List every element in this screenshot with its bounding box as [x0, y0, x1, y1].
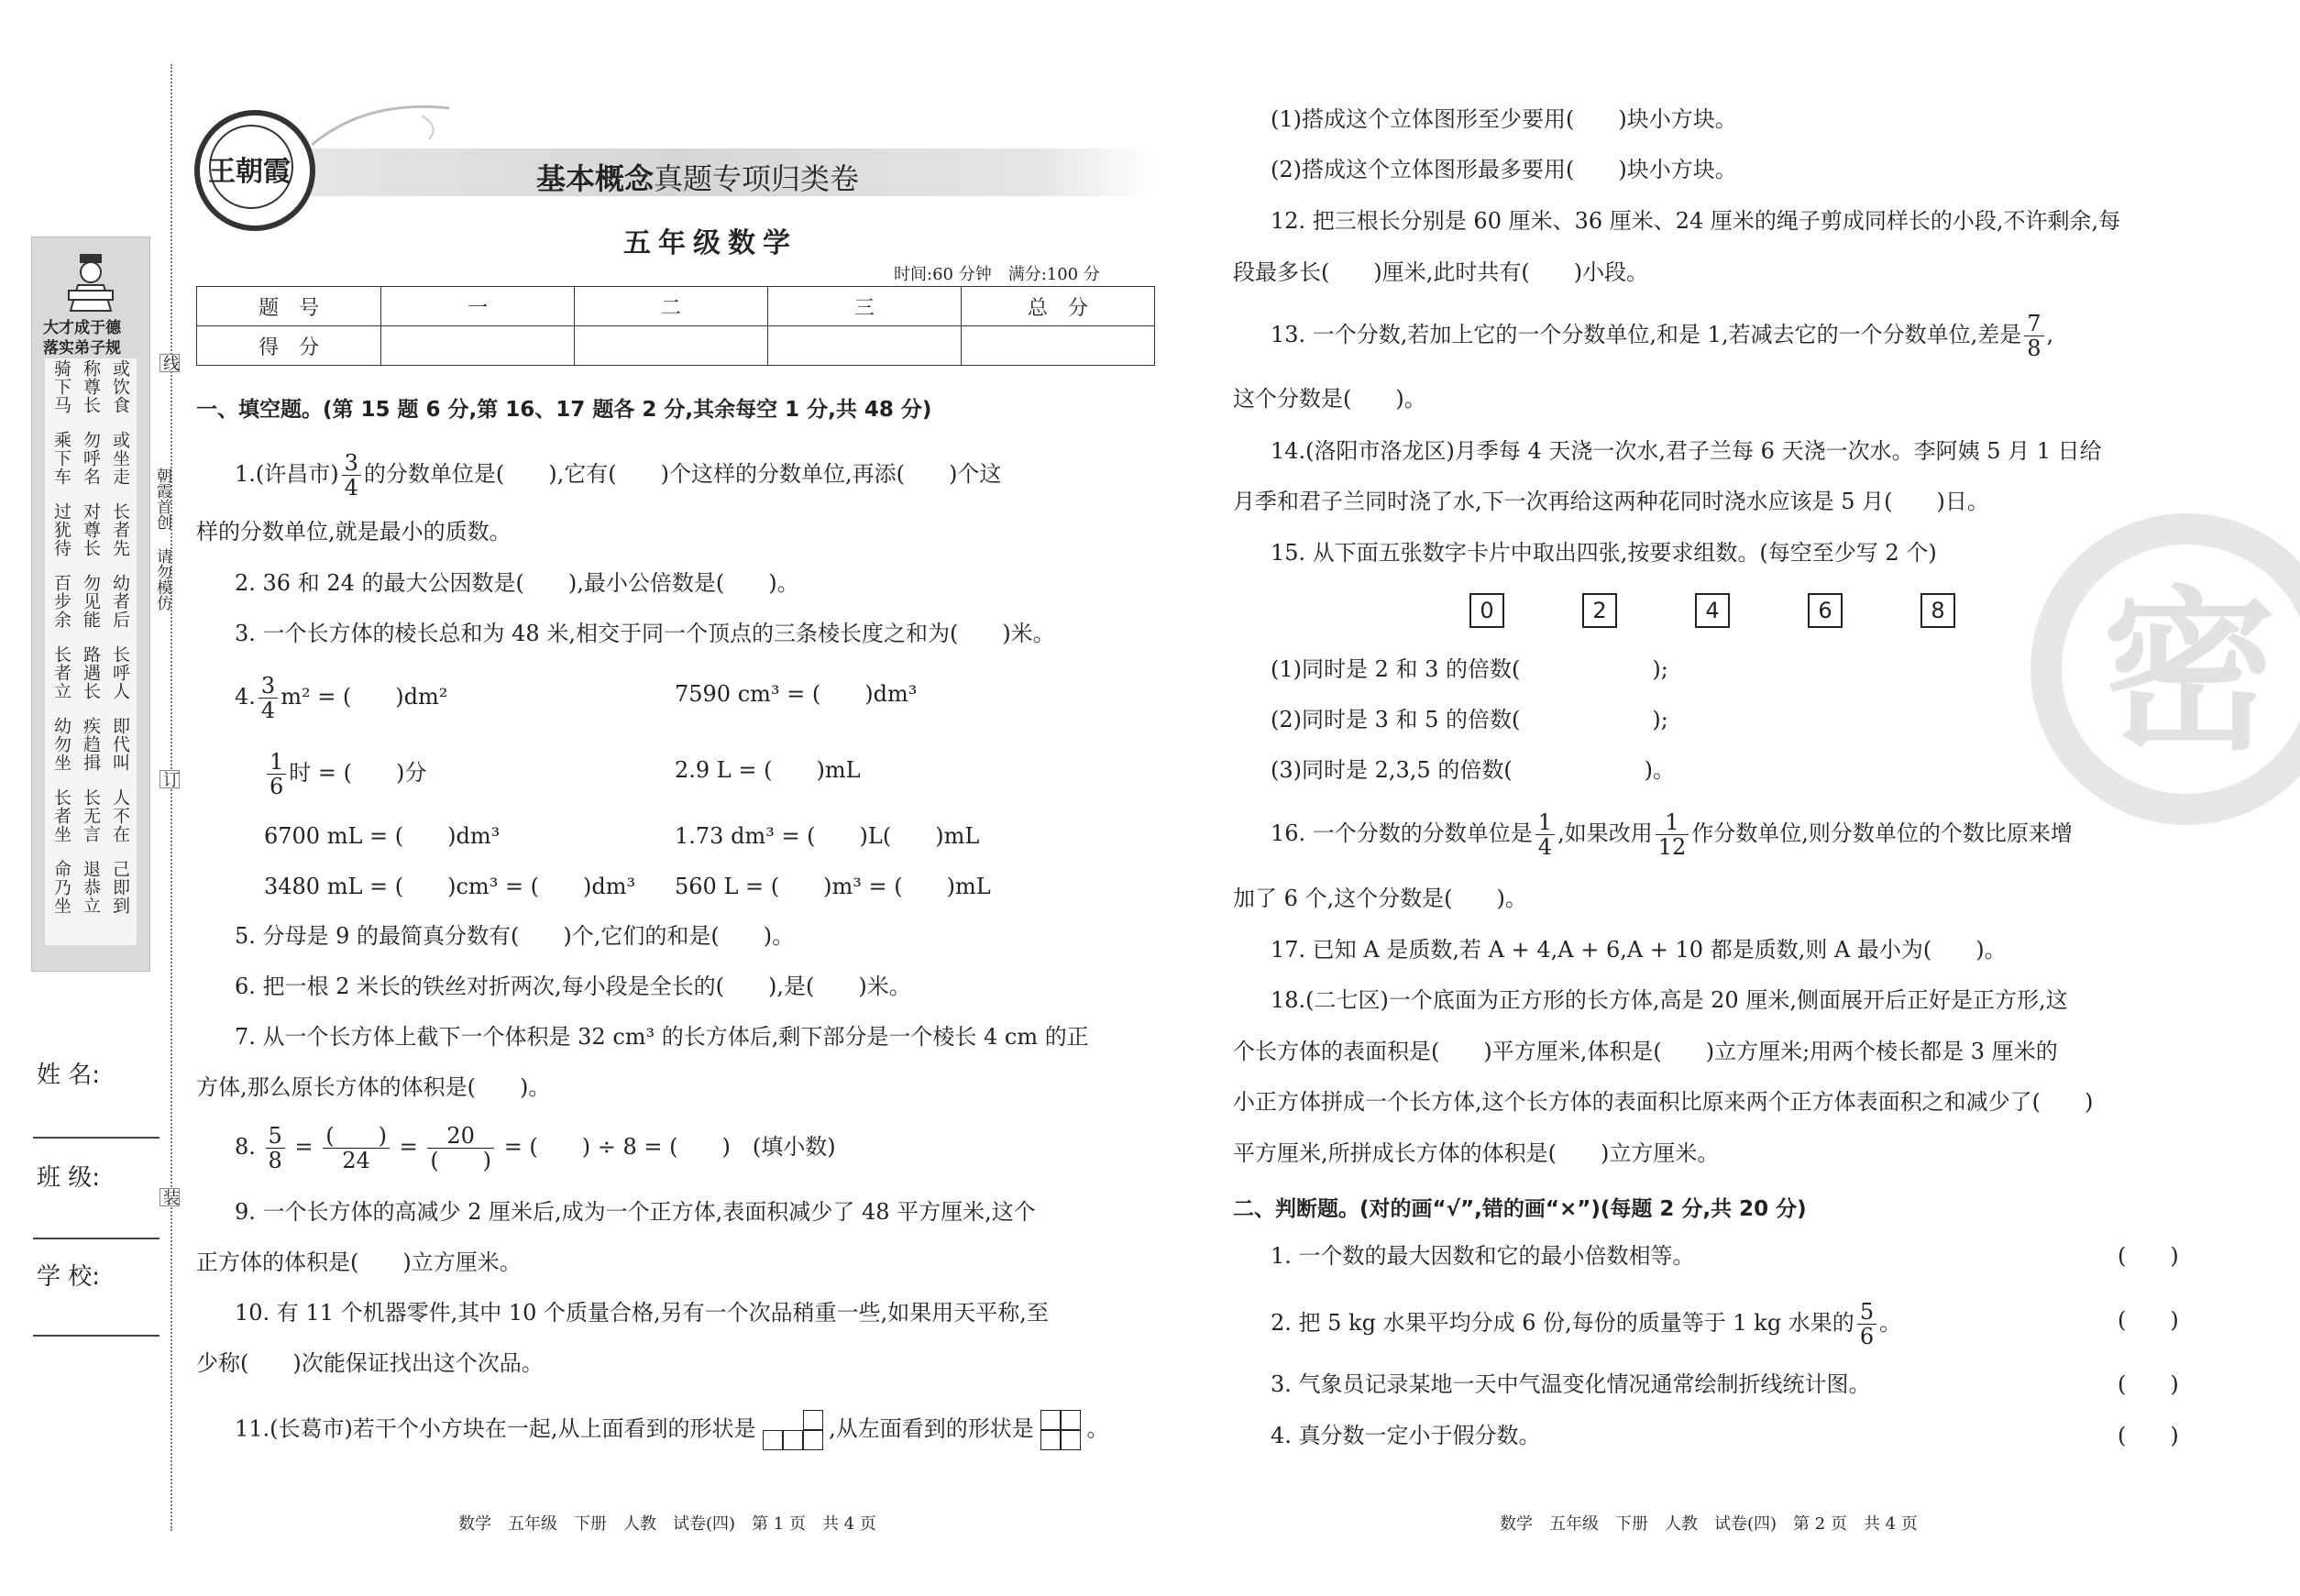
question-13: 13. 一个分数,若加上它的一个分数单位,和是 1,若减去它的一个分数单位,差是 $\frac{7}{8}$ ,: [1271, 311, 2054, 361]
question-10-cont: 少称( )次能保证找出这个次品。: [196, 1350, 544, 1376]
question-15-1: (1)同时是 2 和 3 的倍数( );: [1271, 656, 1668, 682]
question-5: 5. 分母是 9 的最简真分数有( )个,它们的和是( )。: [235, 923, 795, 949]
fraction-numerator: 1: [1535, 810, 1555, 835]
cut-label-bind: 订: [160, 771, 180, 787]
digit-card: 4: [1695, 593, 1730, 628]
question-7: 7. 从一个长方体上截下一个体积是 32 cm³ 的长方体后,剩下部分是一个棱长 4 cm 的正: [235, 1024, 1089, 1050]
score-input-cell[interactable]: [767, 326, 961, 366]
question-11-2: (2)搭成这个立体图形最多要用( )块小方块。: [1271, 157, 1737, 182]
digit-card: 6: [1808, 593, 1843, 628]
school-field-line: [33, 1335, 160, 1337]
judge-3: 3. 气象员记录某地一天中气温变化情况通常绘制折线统计图。: [1271, 1371, 1871, 1397]
motto-line-1: 大才成于德: [43, 319, 121, 337]
motto-column: 命乃坐: [51, 860, 72, 915]
fraction: [267, 750, 286, 798]
fraction: [427, 1124, 494, 1172]
top-view-figure: [763, 1410, 829, 1450]
digit-card: 0: [1469, 593, 1504, 628]
q8-number: 8.: [235, 1134, 256, 1160]
question-12-cont: 段最多长( )厘米,此时共有( )小段。: [1233, 259, 1649, 285]
q16-text: 16. 一个分数的分数单位是: [1271, 820, 1533, 846]
motto-column: 长者坐: [51, 788, 72, 843]
banner-title-bold: 基本概念: [536, 161, 655, 196]
question-9: 9. 一个长方体的高减少 2 厘米后,成为一个正方体,表面积减少了 48 平方厘米,这个: [235, 1199, 1036, 1225]
fraction-denominator: 4: [260, 698, 276, 723]
judge-1-answer[interactable]: ( ): [2118, 1243, 2179, 1269]
question-15-2: (2)同时是 3 和 5 的倍数( );: [1271, 707, 1668, 732]
judge-4: 4. 真分数一定小于假分数。: [1271, 1423, 1541, 1448]
fraction-denominator[interactable]: ( ): [430, 1148, 492, 1173]
judge-2-answer[interactable]: ( ): [2118, 1307, 2179, 1333]
question-16-cont: 加了 6 个,这个分数是( )。: [1233, 886, 1527, 911]
question-13-cont: 这个分数是( )。: [1233, 386, 1426, 412]
question-8: 8. $\frac{5}{8}$ = $\frac{( )}{24}$ = $\frac{20}{( )}$ = ( ) ÷ 8 = ( ) (填小数): [235, 1123, 836, 1173]
score-cell: 题 号: [197, 287, 381, 326]
brand-logo: [194, 110, 315, 231]
q4a-text: m² = ( )dm²: [281, 684, 448, 710]
motto-column: 勿见能: [81, 574, 101, 629]
question-18-cont-1: 个长方体的表面积是( )平方厘米,体积是( )立方厘米;用两个棱长都是 3 厘米的: [1233, 1039, 2058, 1064]
motto-column: 长者立: [51, 645, 72, 700]
digit-card: 8: [1920, 593, 1955, 628]
question-18: 18.(二七区)一个底面为正方形的长方体,高是 20 厘米,侧面展开后正好是正方形,这: [1271, 987, 2068, 1013]
question-15: 15. 从下面五张数字卡片中取出四张,按要求组数。(每空至少写 2 个): [1271, 540, 1937, 566]
judge-3-answer[interactable]: ( ): [2118, 1371, 2179, 1397]
question-18-cont-2: 小正方体拼成一个长方体,这个长方体的表面积比原来两个正方体表面积之和减少了( ): [1233, 1089, 2094, 1115]
question-2: 2. 36 和 24 的最大公因数是( ),最小公倍数是( )。: [235, 570, 799, 596]
question-14: 14.(洛阳市洛龙区)月季每 4 天浇一次水,君子兰每 6 天浇一次水。李阿姨 5 月 1 日给: [1271, 438, 2102, 464]
question-4e: 6700 mL = ( )dm³: [264, 823, 501, 849]
question-7-cont: 方体,那么原长方体的体积是( )。: [196, 1074, 551, 1100]
q4c-text: 时 = ( )分: [289, 760, 427, 786]
q11-text: 11.(长葛市)若干个小方块在一起,从上面看到的形状是: [235, 1415, 756, 1442]
fraction-numerator: 20: [427, 1124, 494, 1149]
motto-column: 人不在: [110, 788, 130, 843]
motto-column: 称尊长: [81, 359, 101, 414]
question-9-cont: 正方体的体积是( )立方厘米。: [196, 1249, 522, 1275]
judge-2: [1271, 1300, 1901, 1348]
question-1-cont: 样的分数单位,就是最小的质数。: [196, 519, 512, 545]
fraction: [2024, 312, 2043, 360]
question-4g: 3480 mL = ( )cm³ = ( )dm³: [264, 874, 636, 899]
page-1-footer: 数学 五年级 下册 人教 试卷(四) 第 1 页 共 4 页: [458, 1514, 876, 1534]
score-cell: 得 分: [197, 326, 381, 366]
score-cell: 总 分: [961, 287, 1154, 326]
fraction-denominator: 24: [342, 1148, 370, 1173]
scholar-figure-icon: [63, 250, 118, 314]
fraction-numerator: 5: [1857, 1300, 1876, 1325]
question-18-cont-3: 平方厘米,所拼成长方体的体积是( )立方厘米。: [1233, 1140, 1720, 1166]
time-score-info: 时间:60 分钟 满分:100 分: [894, 265, 1100, 284]
fraction-denominator: 6: [1859, 1324, 1875, 1349]
fraction-denominator: 4: [344, 475, 358, 501]
q8-text: = ( ) ÷ 8 = ( ) (填小数): [503, 1134, 836, 1160]
motto-column: 幼者后: [110, 574, 130, 629]
motto-column: 乘下车: [51, 431, 72, 486]
section-1-heading: 一、填空题。(第 15 题 6 分,第 16、17 题各 2 分,其余每空 1 分,共 48 分): [196, 398, 932, 422]
motto-column: 百步余: [51, 574, 72, 629]
motto-column: 路遇长: [81, 645, 101, 700]
banner-ribbon-icon: [312, 99, 458, 158]
motto-column: 己即到: [110, 860, 130, 915]
question-4f: 1.73 dm³ = ( )L( )mL: [675, 823, 980, 849]
q11-end: 。: [1086, 1415, 1109, 1442]
q13-text: 13. 一个分数,若加上它的一个分数单位,和是 1,若减去它的一个分数单位,差是: [1271, 322, 2022, 347]
judge-4-answer[interactable]: ( ): [2118, 1423, 2179, 1448]
question-14-cont: 月季和君子兰同时浇了水,下一次再给这两种花同时浇水应该是 5 月( )日。: [1233, 489, 1989, 514]
fraction-denominator: 8: [2027, 336, 2041, 361]
motto-column: 幼勿坐: [51, 717, 72, 772]
score-table-score-row: [197, 326, 1155, 366]
motto-column: 长者先: [110, 502, 130, 557]
fraction-denominator: 12: [1657, 834, 1687, 860]
fraction-numerator: 3: [342, 451, 361, 476]
motto-column: 或饮食: [110, 359, 130, 414]
q11-text-2: ,从左面看到的形状是: [829, 1415, 1034, 1442]
motto-column: 对尊长: [81, 502, 101, 557]
fraction-numerator: 1: [267, 750, 286, 775]
judge-1: 1. 一个数的最大因数和它的最小倍数相等。: [1271, 1243, 1695, 1269]
school-label: 学 校:: [37, 1263, 101, 1291]
q16-text-2: ,如果改用: [1557, 820, 1653, 846]
class-label: 班 级:: [37, 1164, 101, 1192]
motto-column: 长无言: [81, 788, 101, 843]
question-11: [235, 1410, 1108, 1450]
fraction-numerator: 5: [266, 1124, 285, 1149]
question-16: [1271, 810, 2073, 859]
question-12: 12. 把三根长分别是 60 厘米、36 厘米、24 厘米的绳子剪成同样长的小段,不许剩余,每: [1271, 208, 2121, 234]
banner-title: [536, 156, 859, 198]
fraction: [342, 451, 361, 500]
section-2-heading: 二、判断题。(对的画“√”,错的画“×”)(每题 2 分,共 20 分): [1233, 1197, 1807, 1221]
score-cell: 一: [381, 287, 575, 326]
binding-cut-line: [171, 64, 172, 1531]
fraction: [1656, 810, 1689, 859]
question-15-3: (3)同时是 2,3,5 的倍数( )。: [1271, 757, 1676, 783]
question-4b: 7590 cm³ = ( )dm³: [675, 681, 918, 707]
fraction-numerator: 1: [1656, 810, 1689, 835]
logo-text: 王朝霞: [208, 156, 291, 188]
score-input-cell[interactable]: [961, 326, 1154, 366]
name-field-line: [33, 1137, 160, 1139]
left-view-figure: [1040, 1410, 1086, 1450]
score-table-header-row: [197, 287, 1155, 326]
score-input-cell[interactable]: [381, 326, 575, 366]
j2-text: 2. 把 5 kg 水果平均分成 6 份,每份的质量等于 1 kg 水果的: [1271, 1310, 1854, 1336]
score-cell: 二: [575, 287, 768, 326]
question-11-1: (1)搭成这个立体图形至少要用( )块小方块。: [1271, 106, 1737, 132]
q1-prefix: 1.(许昌市): [235, 461, 339, 487]
fraction-denominator: 8: [268, 1148, 282, 1173]
q1-text: 的分数单位是( ),它有( )个这样的分数单位,再添( )个这: [363, 461, 1002, 487]
fraction: [323, 1124, 390, 1172]
fraction-numerator: 3: [259, 674, 278, 699]
fraction-numerator: 7: [2024, 312, 2043, 336]
question-4c: [264, 750, 426, 798]
motto-column: 即代叫: [110, 717, 130, 772]
score-input-cell[interactable]: [575, 326, 768, 366]
confidential-stamp: [2030, 513, 2300, 825]
fraction-denominator: 6: [270, 774, 284, 799]
motto-line-2: 落实弟子规: [43, 339, 121, 358]
motto-column: 退恭立: [81, 860, 101, 915]
fraction-numerator[interactable]: ( ): [323, 1124, 390, 1149]
subject-subtitle: 五年级数学: [623, 227, 798, 259]
fraction: [259, 674, 278, 722]
copyright-warning: 朝霞首创 请勿模仿: [153, 468, 171, 611]
fraction-denominator: 4: [1537, 834, 1553, 860]
motto-column: 长呼人: [110, 645, 130, 700]
motto-column: 疾趋揖: [81, 717, 101, 772]
fraction: [1857, 1300, 1876, 1348]
name-label: 姓 名:: [37, 1062, 101, 1089]
q16-text-3: 作分数单位,则分数单位的个数比原来增: [1691, 820, 2073, 846]
question-4h: 560 L = ( )m³ = ( )mL: [675, 874, 991, 899]
question-3: 3. 一个长方体的棱长总和为 48 米,相交于同一个顶点的三条棱长度之和为( )米。: [235, 621, 1055, 646]
question-4a: [235, 674, 447, 722]
banner-title-rest: 真题专项归类卷: [654, 161, 860, 196]
motto-column: 过犹待: [51, 502, 72, 557]
fraction: [266, 1124, 285, 1172]
page-2-footer: 数学 五年级 下册 人教 试卷(四) 第 2 页 共 4 页: [1500, 1514, 1918, 1534]
class-field-line: [33, 1238, 160, 1239]
question-1: [235, 451, 1001, 500]
motto-column: 勿呼名: [81, 431, 101, 486]
stamp-character: 密: [2101, 571, 2276, 774]
digit-card: 2: [1582, 593, 1617, 628]
question-6: 6. 把一根 2 米长的铁丝对折两次,每小段是全长的( ),是( )米。: [235, 974, 911, 999]
question-17: 17. 已知 A 是质数,若 A + 4,A + 6,A + 10 都是质数,则 A 最小为( )。: [1271, 937, 2007, 963]
cut-label-line: 线: [160, 355, 180, 371]
question-4d: 2.9 L = ( )mL: [675, 757, 861, 783]
q4-number: 4.: [235, 684, 256, 710]
question-10: 10. 有 11 个机器零件,其中 10 个质量合格,另有一个次品稍重一些,如果用天平称,至: [235, 1300, 1049, 1326]
score-table: [196, 286, 1155, 366]
motto-column: 或坐走: [110, 431, 130, 486]
fraction: [1535, 810, 1555, 859]
motto-column: 骑下马: [51, 359, 72, 414]
cut-label-pack: 装: [160, 1189, 180, 1205]
score-cell: 三: [767, 287, 961, 326]
j2-end: 。: [1879, 1310, 1902, 1336]
